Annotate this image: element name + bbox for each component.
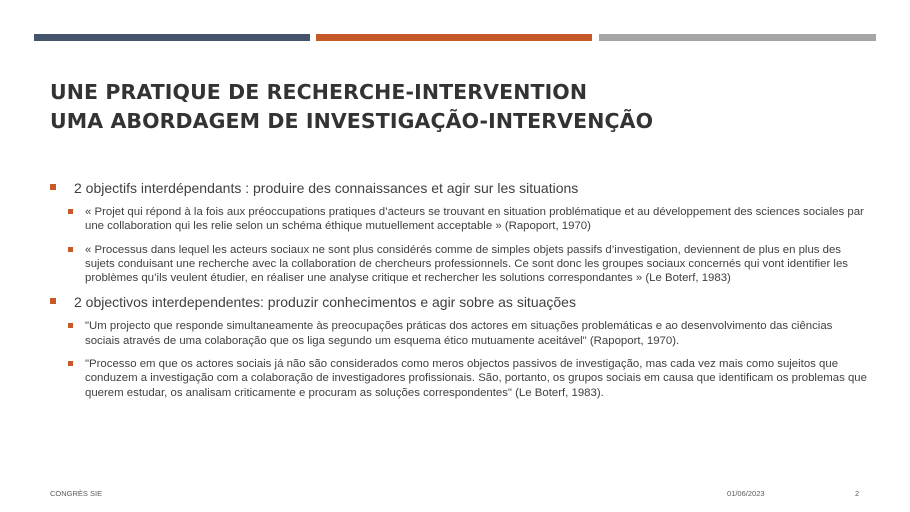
square-bullet-icon — [50, 298, 56, 304]
square-bullet-icon — [68, 247, 73, 252]
bullet-text: « Processus dans lequel les acteurs sociaux ne sont plus considérés comme de simples objets passifs d’investigation, deviennent de plus en plus des sujets conduisant une recherche avec la collaboration de chercheurs professionnels. Ce sont donc les groupes sociaux concernés qui vont identifier les problèmes qu’ils veulent étudier, en réaliser une analyse critique et rechercher les solutions correspondantes » (Le Boterf, 1983) — [85, 243, 848, 285]
bullet-text: 2 objectivos interdependentes: produzir conhecimentos e agir sobre as situações — [74, 294, 576, 311]
accent-bars — [34, 34, 876, 41]
slide-title — [50, 78, 870, 136]
bullet-text: « Projet qui répond à la fois aux préoccupations pratiques d’acteurs se trouvant en situation problématique et au développement des sciences sociales par une collaboration qui les relie selon un schéma éthique mutuellement acceptable » (Rapoport, 1970) — [85, 206, 864, 233]
accent-bar-dark — [34, 34, 310, 41]
bullet-text: "Um projecto que responde simultaneamente às preocupações práticas dos actores em situações problemáticas e ao desenvolvimento das ciências sociais através de uma colaboração que os liga segundo um esquema ético mutuamente aceitável" (Rapoport, 1970). — [85, 320, 833, 347]
bullet-level1 — [50, 179, 870, 197]
accent-bar-gray — [599, 34, 876, 41]
footer-event-name: CONGRÈS SIE — [50, 489, 103, 498]
footer-date: 01/06/2023 — [727, 489, 765, 498]
bullet-text: "Processo em que os actores sociais já não são considerados como meros objectos passivos de investigação, mas cada vez mais como sujeitos que conduzem a investigação com a colaboração de investigadores profissionais. São, portanto, os grupos sociais em causa que identificam os problemas que querem estudar, os analisam criticamente e procuram as soluções correspondentes" (Le Boterf, 1983). — [85, 358, 867, 399]
title-line-french: UNE PRATIQUE DE RECHERCHE-INTERVENTION — [50, 80, 588, 104]
square-bullet-icon — [68, 323, 73, 328]
slide-body — [50, 179, 870, 400]
accent-bar-orange — [316, 34, 592, 41]
bullet-group-french — [50, 179, 870, 285]
square-bullet-icon — [68, 361, 73, 366]
footer-page-number: 2 — [855, 489, 860, 498]
bullet-level2 — [68, 205, 870, 234]
bullet-level2 — [68, 243, 870, 286]
square-bullet-icon — [50, 184, 56, 190]
bullet-level2 — [68, 319, 870, 348]
bullet-group-portuguese — [50, 293, 870, 399]
bullet-level2 — [68, 357, 870, 400]
bullet-text: 2 objectifs interdépendants : produire des connaissances et agir sur les situations — [74, 180, 579, 196]
title-line-portuguese: UMA ABORDAGEM DE INVESTIGAÇÃO-INTERVENÇÃO — [50, 109, 654, 133]
bullet-level1 — [50, 293, 870, 311]
square-bullet-icon — [68, 209, 73, 214]
